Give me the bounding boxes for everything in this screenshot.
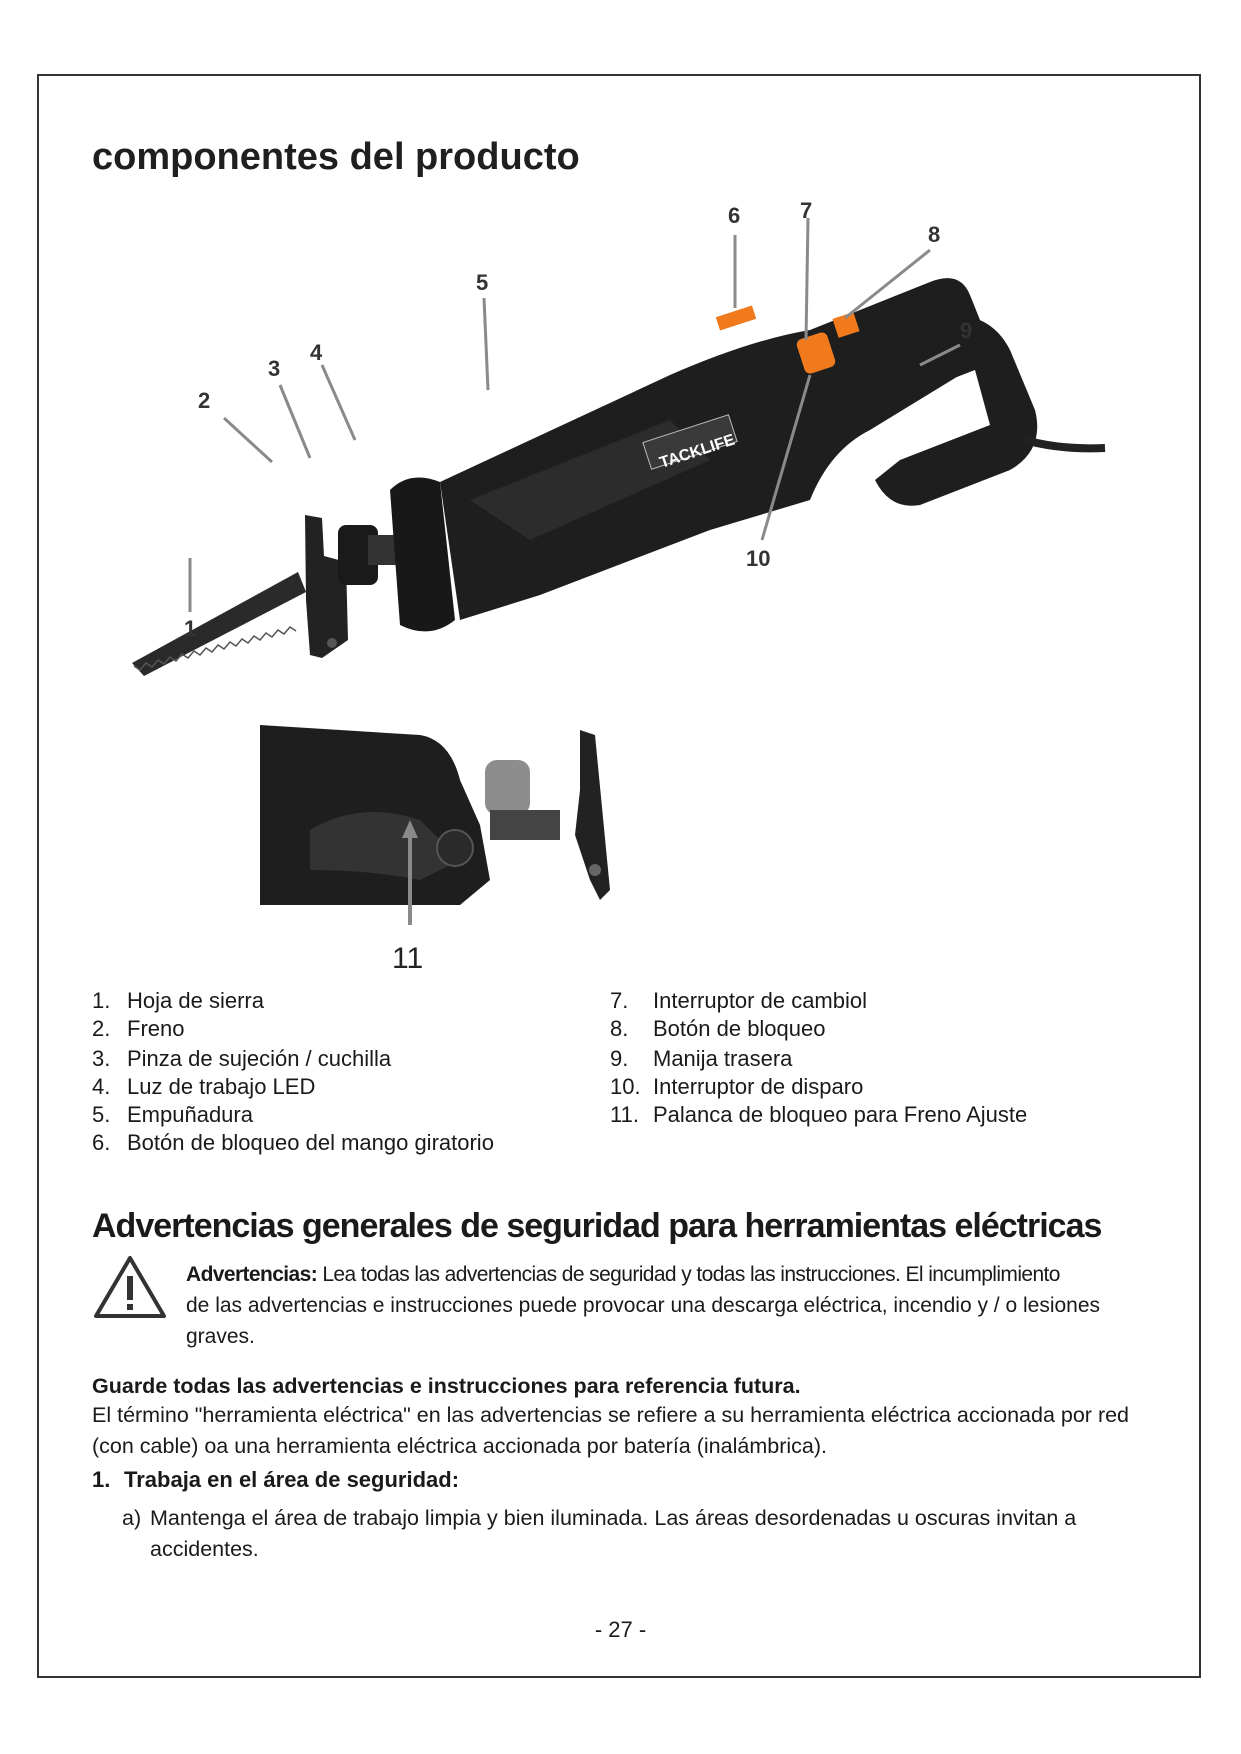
list-item: 2. Freno [92,1016,185,1041]
list-item: 9. Manija trasera [610,1046,793,1071]
list-item: 1. Hoja de sierra [92,988,264,1013]
detail-illustration [250,720,650,980]
section-1-heading: 1. Trabaja en el área de seguridad: [92,1467,460,1492]
rotating-lock-button [716,305,756,330]
warning-lead: Advertencias: [186,1263,318,1286]
list-item: 5. Empuñadura [92,1102,253,1127]
product-illustration [110,200,1140,710]
section-title: componentes del producto [92,136,580,178]
section-1-item-a: a) Mantenga el área de trabajo limpia y bien iluminada. Las áreas desordenadas u oscuras invitan a accidentes. [122,1506,1077,1561]
callout-8: 8 [928,222,941,247]
list-item: 10. Interruptor de disparo [610,1074,864,1099]
list-item: 11. Palanca de bloqueo para Freno Ajuste [610,1102,1028,1127]
list-item: 3. Pinza de sujeción / cuchilla [92,1046,392,1071]
components-list-left [92,987,494,1157]
callout-1: 1 [184,616,197,641]
list-item: 6. Botón de bloqueo del mango giratorio [92,1130,494,1155]
callout-4: 4 [310,340,323,365]
warning-text: Advertencias: Lea todas las advertencias de seguridad y todas las instrucciones. El incumplimiento de las advertencias e instrucciones puede provocar una descarga eléctrica, incendio y / o lesiones graves. [186,1263,1101,1348]
save-note: Guarde todas las advertencias e instrucciones para referencia futura. [92,1374,801,1398]
callout-5: 5 [476,270,489,295]
components-list-right [610,987,1027,1129]
safety-title: Advertencias generales de seguridad para herramientas eléctricas [92,1207,1102,1245]
list-item: 7. Interruptor de cambiol [610,988,867,1013]
callout-11: 11 [392,942,424,975]
brand-logo: TACKLIFE [657,431,738,472]
callout-7: 7 [800,200,813,223]
page-number: - 27 - [594,1617,647,1642]
warning-icon [92,1254,168,1320]
list-item: 4. Luz de trabajo LED [92,1074,316,1099]
callout-2: 2 [198,388,211,413]
callout-10: 10 [746,546,771,571]
callout-6: 6 [728,203,741,228]
term-paragraph: El término "herramienta eléctrica" en las advertencias se refiere a su herramienta eléctrica accionada por red (con cable) oa una herramienta eléctrica accionada por batería (inalámbrica). [92,1403,1130,1458]
list-item: 8. Botón de bloqueo [610,1016,826,1041]
callout-9: 9 [960,318,973,343]
callout-3: 3 [268,356,281,381]
